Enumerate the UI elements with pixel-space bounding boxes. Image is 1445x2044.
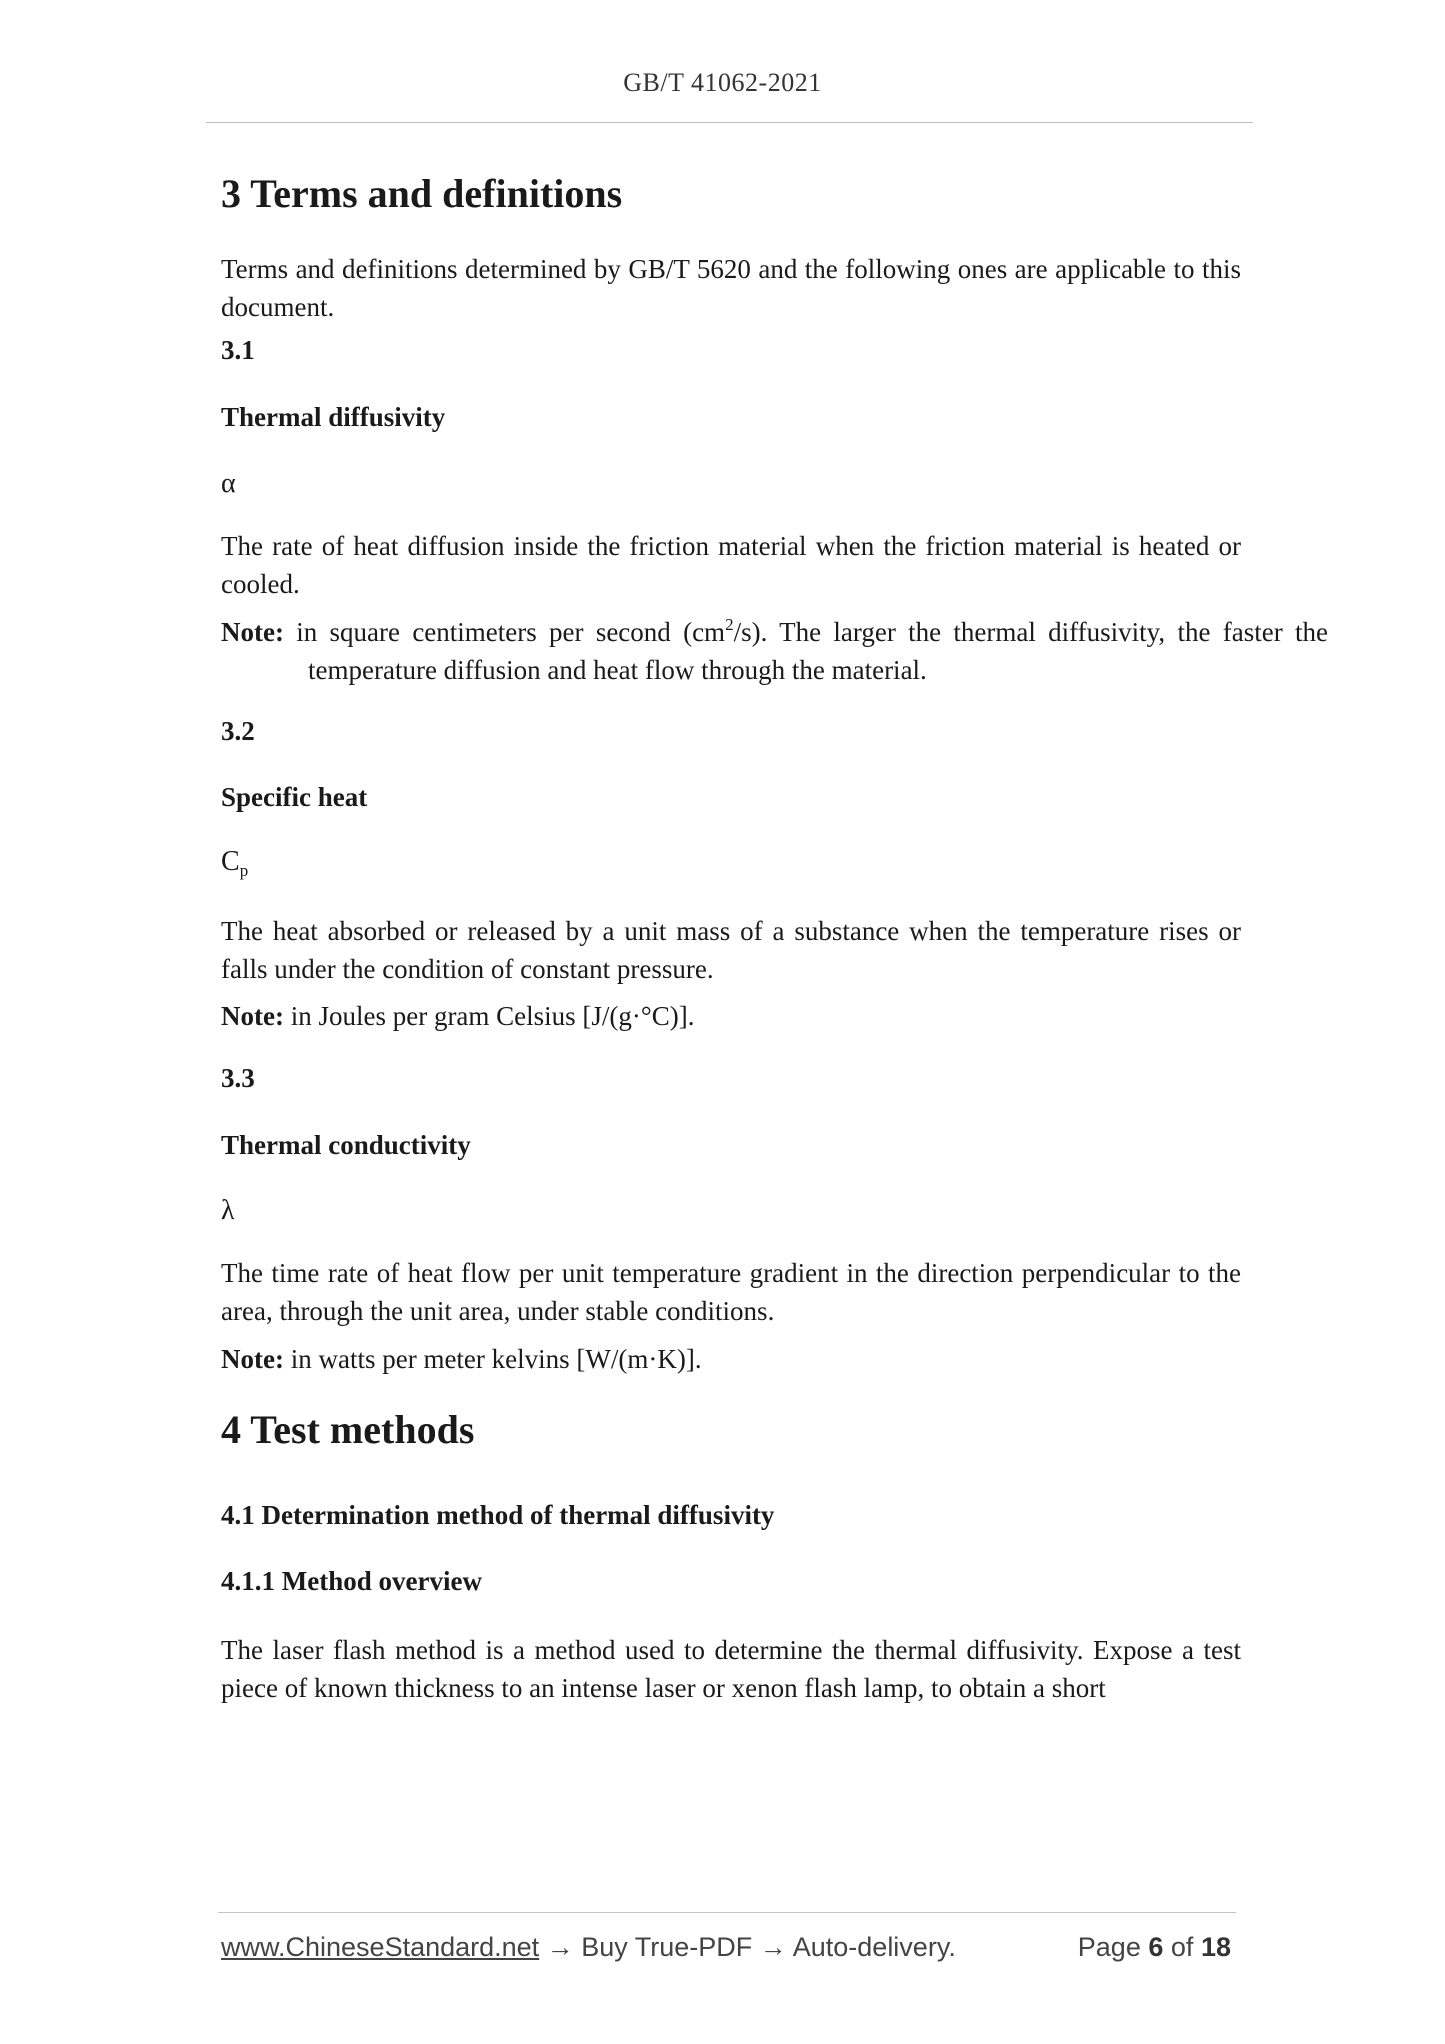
note-text-cont: /s). The larger the thermal diffusivity, the faster the temperature diffusion and heat flow through the material. — [308, 617, 1328, 685]
term-3-2-definition: The heat absorbed or released by a unit mass of a substance when the temperature rises or falls under the condition of constant pressure. — [221, 916, 1241, 984]
note-text: in Joules per gram Celsius [J/(g·°C)]. — [283, 1001, 695, 1031]
method-overview-paragraph: The laser flash method is a method used to determine the thermal diffusivity. Expose a test piece of known thickness to an intense laser or xenon flash lamp, to obtain a short — [221, 1635, 1241, 1703]
page-footer — [221, 1932, 1231, 1963]
symbol-subscript: p — [239, 861, 249, 880]
note-label: Note: — [221, 1344, 284, 1374]
section-4-heading: 4 Test methods — [221, 1407, 475, 1452]
term-3-1-definition: The rate of heat diffusion inside the friction material when the friction material is heated or cooled. — [221, 531, 1241, 599]
page-of: of — [1170, 1932, 1194, 1962]
subsection-4-1-1-heading: 4.1.1 Method overview — [221, 1566, 482, 1596]
note-text: in square centimeters per second (cm — [283, 617, 726, 647]
page-label: Page — [1077, 1932, 1141, 1962]
symbol-base: C — [221, 846, 240, 877]
note-label: Note: — [221, 617, 284, 647]
running-header: GB/T 41062-2021 — [623, 68, 822, 97]
subsection-4-1-heading: 4.1 Determination method of thermal diffusivity — [221, 1500, 775, 1530]
term-3-3-symbol: λ — [221, 1195, 235, 1226]
term-3-1-symbol: α — [221, 468, 236, 499]
term-3-3-definition: The time rate of heat flow per unit temperature gradient in the direction perpendicular to the area, through the unit area, under stable conditions. — [221, 1258, 1241, 1326]
term-3-2-name: Specific heat — [221, 782, 368, 812]
section-3-intro: Terms and definitions determined by GB/T 5620 and the following ones are applicable to this document. — [221, 254, 1241, 322]
term-3-2-symbol — [221, 846, 1241, 878]
note-superscript: 2 — [725, 615, 734, 634]
section-3-heading: 3 Terms and definitions — [221, 171, 623, 216]
term-3-3-number: 3.3 — [221, 1063, 255, 1093]
footer-tagline: → Buy True-PDF → Auto-delivery. — [539, 1932, 956, 1962]
term-3-1-name: Thermal diffusivity — [221, 402, 446, 432]
page-total: 18 — [1200, 1932, 1231, 1962]
page-indicator — [1078, 1932, 1231, 1963]
term-3-3-name: Thermal conductivity — [221, 1130, 471, 1160]
note-text: in watts per meter kelvins [W/(m·K)]. — [283, 1344, 702, 1374]
footer-divider — [218, 1912, 1236, 1913]
page-current: 6 — [1148, 1932, 1164, 1962]
note-label: Note: — [221, 1001, 284, 1031]
term-3-2-note — [221, 997, 1328, 1035]
term-3-3-note — [221, 1340, 1328, 1378]
header-divider — [206, 122, 1253, 123]
website-link[interactable]: www.ChineseStandard.net — [221, 1932, 540, 1962]
term-3-1-number: 3.1 — [221, 335, 255, 365]
term-3-1-note — [221, 613, 1328, 689]
term-3-2-number: 3.2 — [221, 716, 255, 746]
